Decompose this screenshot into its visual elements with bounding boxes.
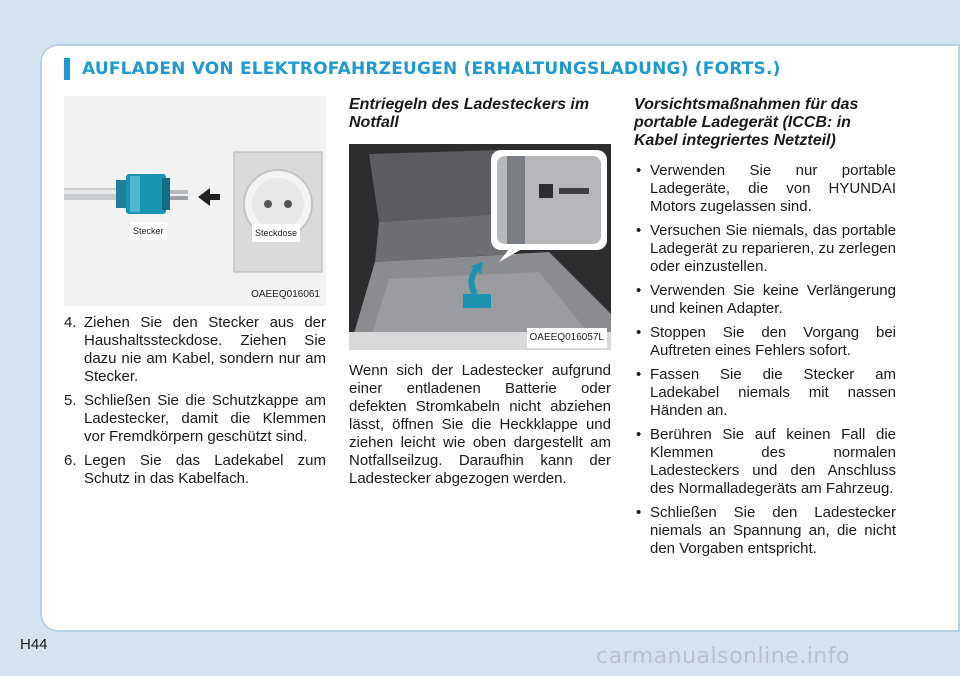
list-item: 5. Schließen Sie die Schutzkappe am Ladestecker, damit die Klemmen vor Fremdkörpern geschützt sind. (64, 392, 326, 445)
title-accent-mark (64, 58, 70, 80)
list-item: • Berühren Sie auf keinen Fall die Klemmen des normalen Ladesteckers und den Anschluss des Normalladegeräts am Fahrzeug. (636, 426, 896, 497)
page-number: H44 (20, 636, 48, 653)
emergency-release-text: Wenn sich der Ladestecker aufgrund einer entladenen Batterie oder defekten Stromkabeln nicht abziehen lässt, öffnen Sie die Heckklappe und ziehen leicht wie oben dargestellt am Notfallseilzug. Daraufhin kann der Ladestecker abgezogen werden. (349, 362, 611, 487)
figure-code: OAEEQ016061 (251, 289, 320, 300)
section-title: AUFLADEN VON ELEKTROFAHRZEUGEN (ERHALTUNGSLADUNG) (FORTS.) (82, 59, 781, 79)
list-item: 4. Ziehen Sie den Stecker aus der Haushaltssteckdose. Ziehen Sie dazu nie am Kabel, sondern nur am Stecker. (64, 314, 326, 385)
steps-list (64, 314, 326, 488)
column-3 (634, 96, 896, 564)
emergency-release-heading: Entriegeln des Ladesteckers im Notfall (349, 96, 590, 131)
label-socket: Steckdose (252, 224, 300, 242)
list-item: • Schließen Sie den Ladestecker niemals an Spannung an, die nicht den Vorgaben entspricht. (636, 504, 896, 557)
section-title-bar (64, 58, 781, 80)
label-plug: Stecker (130, 222, 167, 240)
figure-code: OAEEQ016057L (527, 328, 608, 348)
watermark: carmanualsonline.info (596, 644, 850, 669)
column-1 (64, 96, 326, 494)
figure-trunk (349, 144, 611, 350)
list-item: • Verwenden Sie keine Verlängerung und keinen Adapter. (636, 282, 896, 317)
trunk-illustration (349, 144, 611, 350)
list-item: • Fassen Sie die Stecker am Ladekabel niemals mit nassen Händen an. (636, 366, 896, 419)
plug-socket-illustration (64, 96, 326, 306)
list-item: • Verwenden Sie nur portable Ladegeräte, die von HYUNDAI Motors zugelassen sind. (636, 162, 896, 215)
column-2 (349, 96, 611, 488)
list-item: 6. Legen Sie das Ladekabel zum Schutz in das Kabelfach. (64, 452, 326, 487)
precautions-list (634, 162, 896, 558)
precautions-heading: Vorsichtsmaßnahmen für das portable Ladegerät (ICCB: in Kabel integriertes Netzteil) (634, 96, 859, 149)
figure-plug-socket (64, 96, 326, 306)
list-item: • Stoppen Sie den Vorgang bei Auftreten eines Fehlers sofort. (636, 324, 896, 359)
list-item: • Versuchen Sie niemals, das portable Ladegerät zu reparieren, zu zerlegen oder einzustellen. (636, 222, 896, 275)
